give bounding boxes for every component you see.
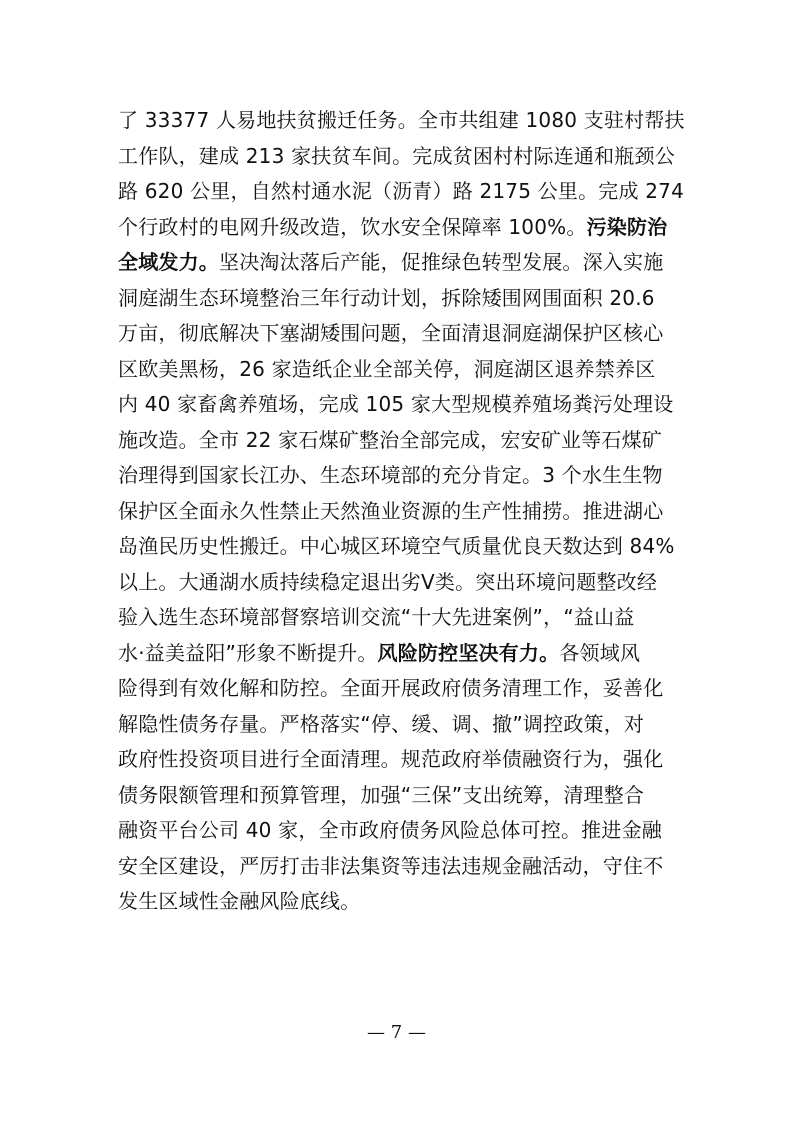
text-run: 以上。大通湖水质持续稳定退出劣Ⅴ类。突出环境问题整改经	[118, 569, 658, 594]
text-line	[118, 529, 678, 565]
text-run: 各领域风	[559, 640, 641, 665]
text-line	[118, 565, 678, 601]
text-line	[118, 778, 678, 814]
text-line	[118, 884, 678, 920]
text-run: 融资平台公司 40 家，全市政府债务风险总体可控。推进金融	[118, 818, 662, 842]
text-line	[118, 671, 678, 707]
text-line	[118, 387, 678, 423]
text-line	[118, 494, 678, 530]
text-line	[118, 316, 678, 352]
text-line	[118, 281, 678, 317]
text-run: 安全区建设，严厉打击非法集资等违法违规金融活动，守住不	[118, 853, 664, 878]
text-run: 水·益美益阳”形象不断提升。	[118, 640, 378, 665]
text-run: 坚决淘汰落后产能，促推绿色转型发展。深入实施	[219, 250, 664, 274]
text-run: 洞庭湖生态环境整治三年行动计划，拆除矮围网围面积 20.6	[118, 285, 655, 310]
bold-heading-run: 全域发力。	[118, 250, 219, 274]
text-run: 区欧美黑杨，26 家造纸企业全部关停，洞庭湖区退养禁养区	[118, 356, 656, 381]
body-paragraph	[118, 103, 685, 920]
text-line	[118, 849, 678, 885]
text-line	[118, 813, 678, 849]
bold-heading-run: 污染防治	[586, 214, 668, 239]
text-line	[118, 742, 678, 778]
text-line	[118, 636, 678, 672]
text-run: 路 620 公里，自然村通水泥（沥青）路 2175 公里。完成 274	[118, 179, 685, 203]
bold-heading-run: 风险防控坚决有力。	[377, 640, 560, 665]
text-line	[118, 458, 678, 494]
text-run: 万亩，彻底解决下塞湖矮围问题，全面清退洞庭湖保护区核心	[118, 321, 664, 345]
text-run: 保护区全面永久性禁止天然渔业资源的生产性捕捞。推进湖心	[118, 498, 664, 523]
text-line	[118, 423, 678, 459]
text-line	[118, 103, 685, 139]
text-line	[118, 352, 678, 388]
text-line	[118, 600, 678, 636]
text-run: 个行政村的电网升级改造，饮水安全保障率 100%。	[118, 214, 587, 239]
text-line	[118, 139, 678, 175]
text-run: 岛渔民历史性搬迁。中心城区环境空气质量优良天数达到 84%	[118, 534, 675, 558]
text-run: 解隐性债务存量。严格落实“停、缓、调、撤”调控政策，对	[118, 711, 645, 736]
text-line	[118, 707, 678, 743]
text-run: 工作队，建成 213 家扶贫车间。完成贫困村村际连通和瓶颈公	[118, 143, 675, 168]
text-run: 施改造。全市 22 家石煤矿整治全部完成，宏安矿业等石煤矿	[118, 427, 662, 452]
text-line	[118, 210, 678, 246]
text-run: 政府性投资项目进行全面清理。规范政府举债融资行为，强化	[118, 747, 664, 771]
text-run: 了 33377 人易地扶贫搬迁任务。全市共组建 1080 支驻村帮扶	[118, 108, 685, 132]
text-run: 内 40 家畜禽养殖场，完成 105 家大型规模养殖场粪污处理设	[118, 392, 674, 416]
text-run: 治理得到国家长江办、生态环境部的充分肯定。3 个水生生物	[118, 463, 663, 487]
text-line	[118, 174, 685, 210]
text-run: 验入选生态环境部督察培训交流“十大先进案例”，“益山益	[118, 605, 635, 629]
text-run: 债务限额管理和预算管理，加强“三保”支出统筹，清理整合	[118, 782, 645, 807]
page-number: — 7 —	[367, 1022, 426, 1043]
text-run: 发生区域性金融风险底线。	[118, 889, 361, 913]
text-run: 险得到有效化解和防控。全面开展政府债务清理工作，妥善化	[118, 676, 664, 700]
text-line	[118, 245, 678, 281]
